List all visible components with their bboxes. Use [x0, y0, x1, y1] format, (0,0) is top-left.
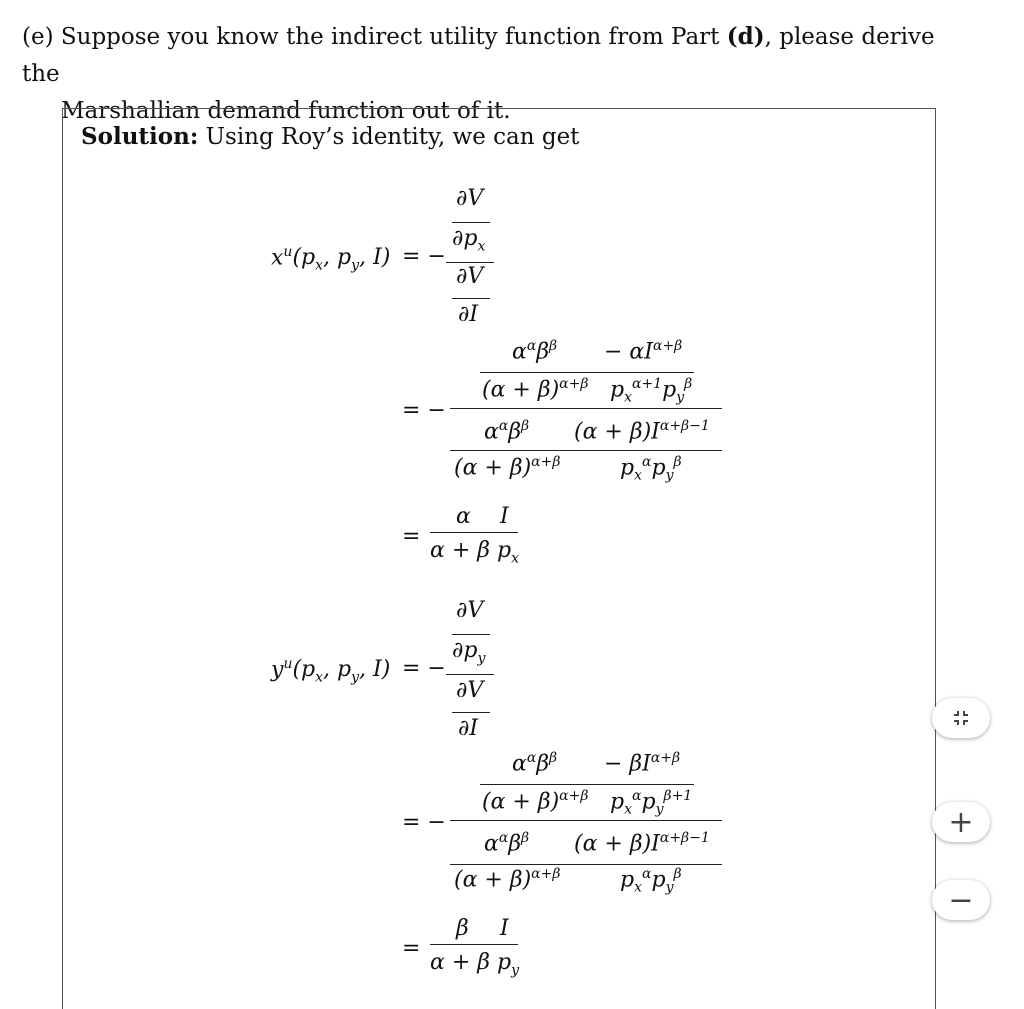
solution-intro: Using Roy’s identity, we can get [205, 124, 580, 150]
y-eq-sign: = − [402, 656, 446, 681]
x3-eq-sign: = [402, 524, 421, 549]
y-dv-2: ∂V [456, 678, 484, 703]
x2-p-den-2: $p_x^\alpha p_y^\beta$ [620, 454, 682, 484]
y2-p-den: $p_x^\alpha p_y^{\beta+1}$ [610, 788, 693, 818]
question-line2: Marshallian demand function out of it. [61, 98, 511, 124]
x-lhs: $x^u(p_x$, $p_y$, I) [271, 244, 391, 274]
y2-apbI: $(\alpha + \beta)I^{\alpha+\beta-1}$ [574, 830, 710, 857]
collapse-button[interactable] [932, 698, 990, 738]
x-dI: ∂I [458, 302, 479, 327]
y-dv-1: ∂V [456, 598, 484, 623]
y2-p-den-2: $p_x^\alpha p_y^\beta$ [620, 866, 682, 896]
question-label: (e) [22, 24, 54, 50]
x3-den: α + β $p_x$ [430, 538, 519, 567]
x2-minus-aI: − $\alpha I^{\alpha+\beta}$ [604, 338, 683, 365]
y2-eq-sign: = − [402, 810, 446, 835]
part-ref: (d) [726, 23, 765, 50]
y3-eq-sign: = [402, 936, 421, 961]
x-eq-sign: = − [402, 244, 446, 269]
y3-den: α + β $p_y$ [430, 950, 519, 979]
y-dpy: $\partial p_y$ [452, 638, 486, 667]
y2-ab-den-2: $(\alpha + \beta)^{\alpha+\beta}$ [454, 866, 561, 893]
y-lhs: $y^u(p_x$, $p_y$, I) [271, 656, 391, 686]
x2-ab-den-2: $(\alpha + \beta)^{\alpha+\beta}$ [454, 454, 561, 481]
x2-ab-num-2: $\alpha^\alpha\beta^\beta$ [484, 418, 530, 445]
y3-beta: β [456, 916, 469, 941]
zoom-out-button[interactable]: − [932, 880, 990, 920]
x3-alpha: α [456, 504, 471, 529]
y2-ab-num: $\alpha^\alpha\beta^\beta$ [512, 750, 558, 777]
x-dv-1: ∂V [456, 186, 484, 211]
x2-apbI: $(\alpha + \beta)I^{\alpha+\beta-1}$ [574, 418, 710, 445]
y2-minus-bI: − $\beta I^{\alpha+\beta}$ [604, 750, 681, 777]
x-dv-2: ∂V [456, 264, 484, 289]
question-line1-a: Suppose you know the indirect utility function from Part [60, 24, 727, 50]
x2-eq-sign: = − [402, 398, 446, 423]
zoom-in-button[interactable]: + [932, 802, 990, 842]
x2-ab-num: $\alpha^\alpha\beta^\beta$ [512, 338, 558, 365]
y2-ab-num-2: $\alpha^\alpha\beta^\beta$ [484, 830, 530, 857]
solution-heading: Solution: [81, 123, 199, 150]
x2-ab-den: $(\alpha + \beta)^{\alpha+\beta}$ [482, 376, 589, 403]
collapse-icon [950, 707, 972, 729]
x2-p-den: $p_x^{\alpha+1}p_y^\beta$ [610, 376, 693, 406]
y-dI: ∂I [458, 716, 479, 741]
solution-header [81, 123, 579, 150]
y3-I: I [500, 916, 509, 941]
x-dpx: $\partial p_x$ [452, 226, 486, 255]
x3-I: I [500, 504, 509, 529]
question-line1-b: , please derive the [22, 24, 935, 87]
y2-ab-den: $(\alpha + \beta)^{\alpha+\beta}$ [482, 788, 589, 815]
